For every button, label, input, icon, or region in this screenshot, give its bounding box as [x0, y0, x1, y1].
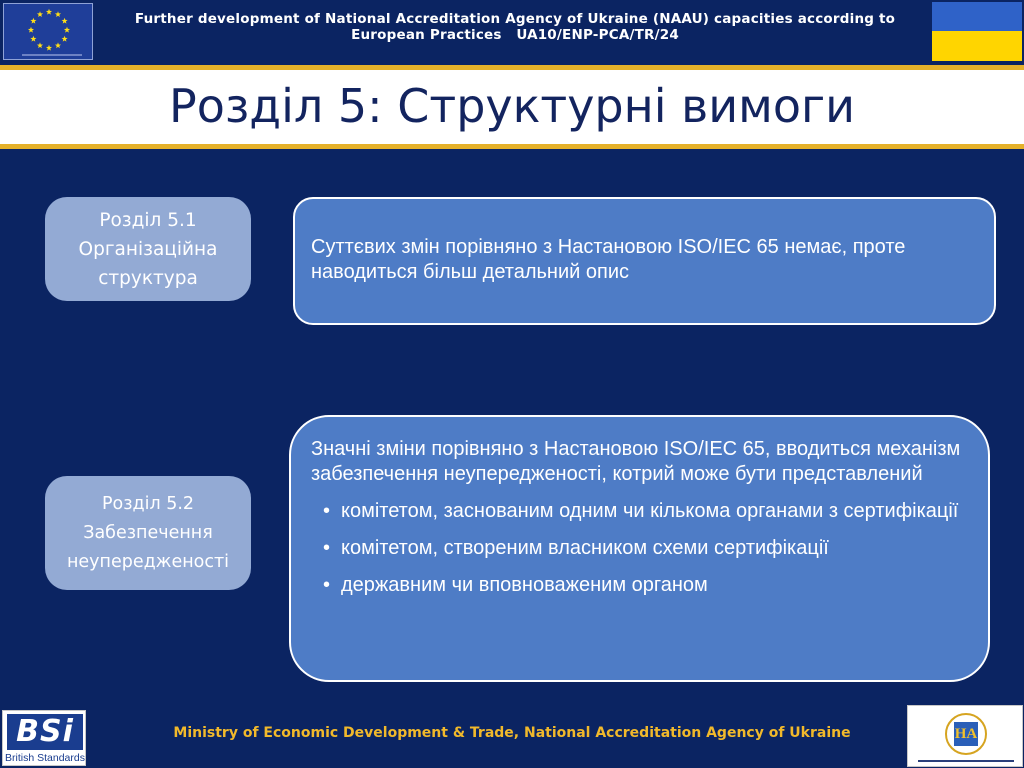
section-5-2-number: Розділ 5.2	[101, 493, 195, 514]
eu-star-icon	[64, 27, 70, 33]
ukraine-flag-yellow-stripe	[932, 31, 1022, 61]
slide-title: Розділ 5: Структурні вимоги	[168, 79, 856, 133]
eu-star-icon	[30, 18, 36, 24]
section-5-2-content	[289, 415, 990, 682]
bullet-item: • комітетом, створеним власником схеми сертифікації	[311, 536, 964, 561]
section-5-2-title-line-1: Забезпечення	[83, 522, 213, 543]
eu-star-icon	[55, 11, 61, 17]
eu-stars	[4, 4, 94, 61]
footer-text: Ministry of Economic Development & Trade, National Accreditation Agency of Ukraine	[173, 725, 851, 741]
project-title	[110, 11, 920, 43]
section-5-2-description: Значні зміни порівняно з Настановою ISO/IEC 65, вводиться механізм забезпечення неупередженості, котрий може бути представлений	[311, 438, 961, 485]
bsi-logo-caption: British Standards	[5, 752, 85, 764]
eu-star-icon	[37, 11, 43, 17]
section-5-1-content	[293, 197, 996, 325]
bsi-logo-mark: BSi	[7, 714, 83, 750]
eu-star-icon	[28, 27, 34, 33]
eu-star-icon	[46, 9, 52, 15]
section-5-2-bullet-list	[311, 499, 964, 598]
naau-logo-mark: НА	[954, 722, 978, 746]
section-5-1-title-line-1: Організаційна	[78, 238, 218, 260]
section-5-2-title-line-2: неупередженості	[66, 551, 230, 572]
bullet-item: • комітетом, заснованим одним чи кількома органами з сертифікації	[311, 499, 964, 524]
eu-star-icon	[46, 45, 52, 51]
section-5-2-label	[45, 476, 251, 590]
naau-caption-lines	[910, 758, 1022, 766]
project-title-line-2: European Practices UA10/ENP-PCA/TR/24	[351, 27, 679, 43]
section-5-1-number: Розділ 5.1	[99, 209, 197, 231]
bsi-logo-icon	[2, 710, 86, 766]
eu-star-icon	[37, 42, 43, 48]
eu-star-icon	[55, 42, 61, 48]
naau-logo-caption	[910, 758, 1022, 767]
ukraine-flag-blue-stripe	[932, 2, 1022, 31]
naau-logo-icon	[907, 705, 1023, 767]
ukraine-flag-icon	[932, 2, 1022, 61]
project-title-line-1: Further development of National Accreditation Agency of Ukraine (NAAU) capacities according to	[134, 11, 896, 27]
bullet-item: • державним чи вповноваженим органом	[311, 573, 964, 598]
eu-star-icon	[62, 18, 68, 24]
section-5-1-label	[45, 197, 251, 301]
eu-flag-icon	[3, 3, 93, 60]
eu-star-icon	[30, 36, 36, 42]
eu-flag-caption-line	[22, 54, 82, 56]
eu-star-icon	[62, 36, 68, 42]
section-5-1-description: Суттєвих змін порівняно з Настановою ISO/IEC 65 немає, проте наводиться більш детальний опис	[311, 236, 906, 283]
section-5-1-title-line-2: структура	[98, 267, 198, 289]
